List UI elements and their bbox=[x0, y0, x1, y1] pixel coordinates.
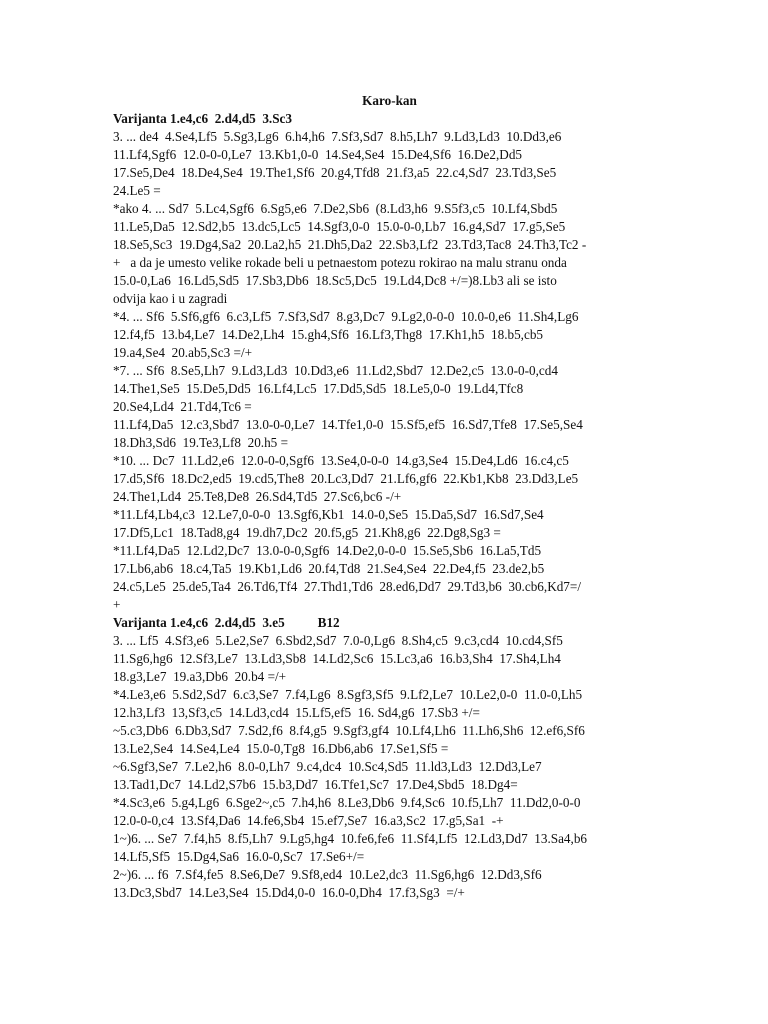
text-line: 12.f4,f5 13.b4,Le7 14.De2,Lh4 15.gh4,Sf6 16.Lf3,Thg8 17.Kh1,h5 18.b5,cb5 bbox=[113, 327, 544, 342]
text-line: 13.Dc3,Sbd7 14.Le3,Se4 15.Dd4,0-0 16.0-0,Dh4 17.f3,Sg3 =/+ bbox=[113, 885, 465, 900]
text-line: *11.Lf4,Lb4,c3 12.Le7,0-0-0 13.Sgf6,Kb1 14.0-0,Se5 15.Da5,Sd7 16.Sd7,Se4 bbox=[113, 507, 544, 522]
text-line: *4.Sc3,e6 5.g4,Lg6 6.Sge2~,c5 7.h4,h6 8.Le3,Db6 9.f4,Sc6 10.f5,Lh7 11.Dd2,0-0-0 bbox=[113, 795, 581, 810]
text-line: 24.The1,Ld4 25.Te8,De8 26.Sd4,Td5 27.Sc6,bc6 -/+ bbox=[113, 489, 402, 504]
text-line: 11.Sg6,hg6 12.Sf3,Le7 13.Ld3,Sb8 14.Ld2,Sc6 15.Lc3,a6 16.b3,Sh4 17.Sh4,Lh4 bbox=[113, 651, 561, 666]
text-line: *ako 4. ... Sd7 5.Lc4,Sgf6 6.Sg5,e6 7.De2,Sb6 (8.Ld3,h6 9.S5f3,c5 10.Lf4,Sbd5 bbox=[113, 201, 558, 216]
text-line: 14.Lf5,Sf5 15.Dg4,Sa6 16.0-0,Sc7 17.Se6+/= bbox=[113, 849, 365, 864]
text-line: 20.Se4,Ld4 21.Td4,Tc6 = bbox=[113, 399, 252, 414]
page-title: Karo-kan bbox=[362, 93, 417, 108]
text-line: 12.0-0-0,c4 13.Sf4,Da6 14.fe6,Sb4 15.ef7,Se7 16.a3,Sc2 17.g5,Sa1 -+ bbox=[113, 813, 504, 828]
text-line: *10. ... Dc7 11.Ld2,e6 12.0-0-0,Sgf6 13.Se4,0-0-0 14.g3,Se4 15.De4,Ld6 16.c4,c5 bbox=[113, 453, 569, 468]
text-line: *7. ... Sf6 8.Se5,Lh7 9.Ld3,Ld3 10.Dd3,e6 11.Ld2,Sbd7 12.De2,c5 13.0-0-0,cd4 bbox=[113, 363, 558, 378]
text-line: 13.Tad1,Dc7 14.Ld2,S7b6 15.b3,Dd7 16.Tfe1,Sc7 17.De4,Sbd5 18.Dg4= bbox=[113, 777, 518, 792]
text-line: ~6.Sgf3,Se7 7.Le2,h6 8.0-0,Lh7 9.c4,dc4 10.Sc4,Sd5 11.ld3,Ld3 12.Dd3,Le7 bbox=[113, 759, 542, 774]
text-line: 12.h3,Lf3 13,Sf3,c5 14.Ld3,cd4 15.Lf5,ef5 16. Sd4,g6 17.Sb3 +/= bbox=[113, 705, 480, 720]
document-page bbox=[113, 92, 658, 902]
text-line: 18.g3,Le7 19.a3,Db6 20.b4 =/+ bbox=[113, 669, 287, 684]
text-line: *4.Le3,e6 5.Sd2,Sd7 6.c3,Se7 7.f4,Lg6 8.Sgf3,Sf5 9.Lf2,Le7 10.Le2,0-0 11.0-0,Lh5 bbox=[113, 687, 583, 702]
section-heading: Varijanta 1.e4,c6 2.d4,d5 3.e5 B12 bbox=[113, 615, 340, 630]
text-body bbox=[113, 110, 658, 902]
text-line: odvija kao i u zagradi bbox=[113, 291, 228, 306]
text-line: 17.Se5,De4 18.De4,Se4 19.The1,Sf6 20.g4,Tfd8 21.f3,a5 22.c4,Sd7 23.Td3,Se5 bbox=[113, 165, 557, 180]
text-line: 11.Lf4,Da5 12.c3,Sbd7 13.0-0-0,Le7 14.Tfe1,0-0 15.Sf5,ef5 16.Sd7,Tfe8 17.Se5,Se4 bbox=[113, 417, 583, 432]
text-line: 2~)6. ... f6 7.Sf4,fe5 8.Se6,De7 9.Sf8,ed4 10.Le2,dc3 11.Sg6,hg6 12.Dd3,Sf6 bbox=[113, 867, 542, 882]
text-line: 3. ... de4 4.Se4,Lf5 5.Sg3,Lg6 6.h4,h6 7.Sf3,Sd7 8.h5,Lh7 9.Ld3,Ld3 10.Dd3,e6 bbox=[113, 129, 562, 144]
text-line: 3. ... Lf5 4.Sf3,e6 5.Le2,Se7 6.Sbd2,Sd7 7.0-0,Lg6 8.Sh4,c5 9.c3,cd4 10.cd4,Sf5 bbox=[113, 633, 563, 648]
text-line: 17.Lb6,ab6 18.c4,Ta5 19.Kb1,Ld6 20.f4,Td8 21.Se4,Se4 22.De4,f5 23.de2,b5 bbox=[113, 561, 545, 576]
text-line: + a da je umesto velike rokade beli u petnaestom potezu rokirao na malu stranu onda bbox=[113, 255, 567, 270]
text-line: 18.Se5,Sc3 19.Dg4,Sa2 20.La2,h5 21.Dh5,Da2 22.Sb3,Lf2 23.Td3,Tac8 24.Th3,Tc2 - bbox=[113, 237, 587, 252]
text-line: ~5.c3,Db6 6.Db3,Sd7 7.Sd2,f6 8.f4,g5 9.Sgf3,gf4 10.Lf4,Lh6 11.Lh6,Sh6 12.ef6,Sf6 bbox=[113, 723, 585, 738]
text-line: 17.Df5,Lc1 18.Tad8,g4 19.dh7,Dc2 20.f5,g5 21.Kh8,g6 22.Dg8,Sg3 = bbox=[113, 525, 501, 540]
text-line: 18.Dh3,Sd6 19.Te3,Lf8 20.h5 = bbox=[113, 435, 289, 450]
text-line: 11.Lf4,Sgf6 12.0-0-0,Le7 13.Kb1,0-0 14.Se4,Se4 15.De4,Sf6 16.De2,Dd5 bbox=[113, 147, 523, 162]
text-line: 24.c5,Le5 25.de5,Ta4 26.Td6,Tf4 27.Thd1,Td6 28.ed6,Dd7 29.Td3,b6 30.cb6,Kd7=/ bbox=[113, 579, 582, 594]
text-line: 1~)6. ... Se7 7.f4,h5 8.f5,Lh7 9.Lg5,hg4 10.fe6,fe6 11.Sf4,Lf5 12.Ld3,Dd7 13.Sa4,b6 bbox=[113, 831, 588, 846]
text-line: 13.Le2,Se4 14.Se4,Le4 15.0-0,Tg8 16.Db6,ab6 17.Se1,Sf5 = bbox=[113, 741, 449, 756]
text-line: *4. ... Sf6 5.Sf6,gf6 6.c3,Lf5 7.Sf3,Sd7 8.g3,Dc7 9.Lg2,0-0-0 10.0-0,e6 11.Sh4,Lg6 bbox=[113, 309, 579, 324]
section-heading: Varijanta 1.e4,c6 2.d4,d5 3.Sc3 bbox=[113, 111, 293, 126]
text-line: 15.0-0,La6 16.Ld5,Sd5 17.Sb3,Db6 18.Sc5,Dc5 19.Ld4,Dc8 +/=)8.Lb3 ali se isto bbox=[113, 273, 557, 288]
text-line: + bbox=[113, 597, 121, 612]
text-line: 11.Le5,Da5 12.Sd2,b5 13.dc5,Lc5 14.Sgf3,0-0 15.0-0-0,Lb7 16.g4,Sd7 17.g5,Se5 bbox=[113, 219, 566, 234]
text-line: 17.d5,Sf6 18.Dc2,ed5 19.cd5,The8 20.Lc3,Dd7 21.Lf6,gf6 22.Kb1,Kb8 23.Dd3,Le5 bbox=[113, 471, 579, 486]
text-line: 14.The1,Se5 15.De5,Dd5 16.Lf4,Lc5 17.Dd5,Sd5 18.Le5,0-0 19.Ld4,Tfc8 bbox=[113, 381, 524, 396]
text-line: 19.a4,Se4 20.ab5,Sc3 =/+ bbox=[113, 345, 253, 360]
text-line: 24.Le5 = bbox=[113, 183, 161, 198]
text-line: *11.Lf4,Da5 12.Ld2,Dc7 13.0-0-0,Sgf6 14.De2,0-0-0 15.Se5,Sb6 16.La5,Td5 bbox=[113, 543, 542, 558]
